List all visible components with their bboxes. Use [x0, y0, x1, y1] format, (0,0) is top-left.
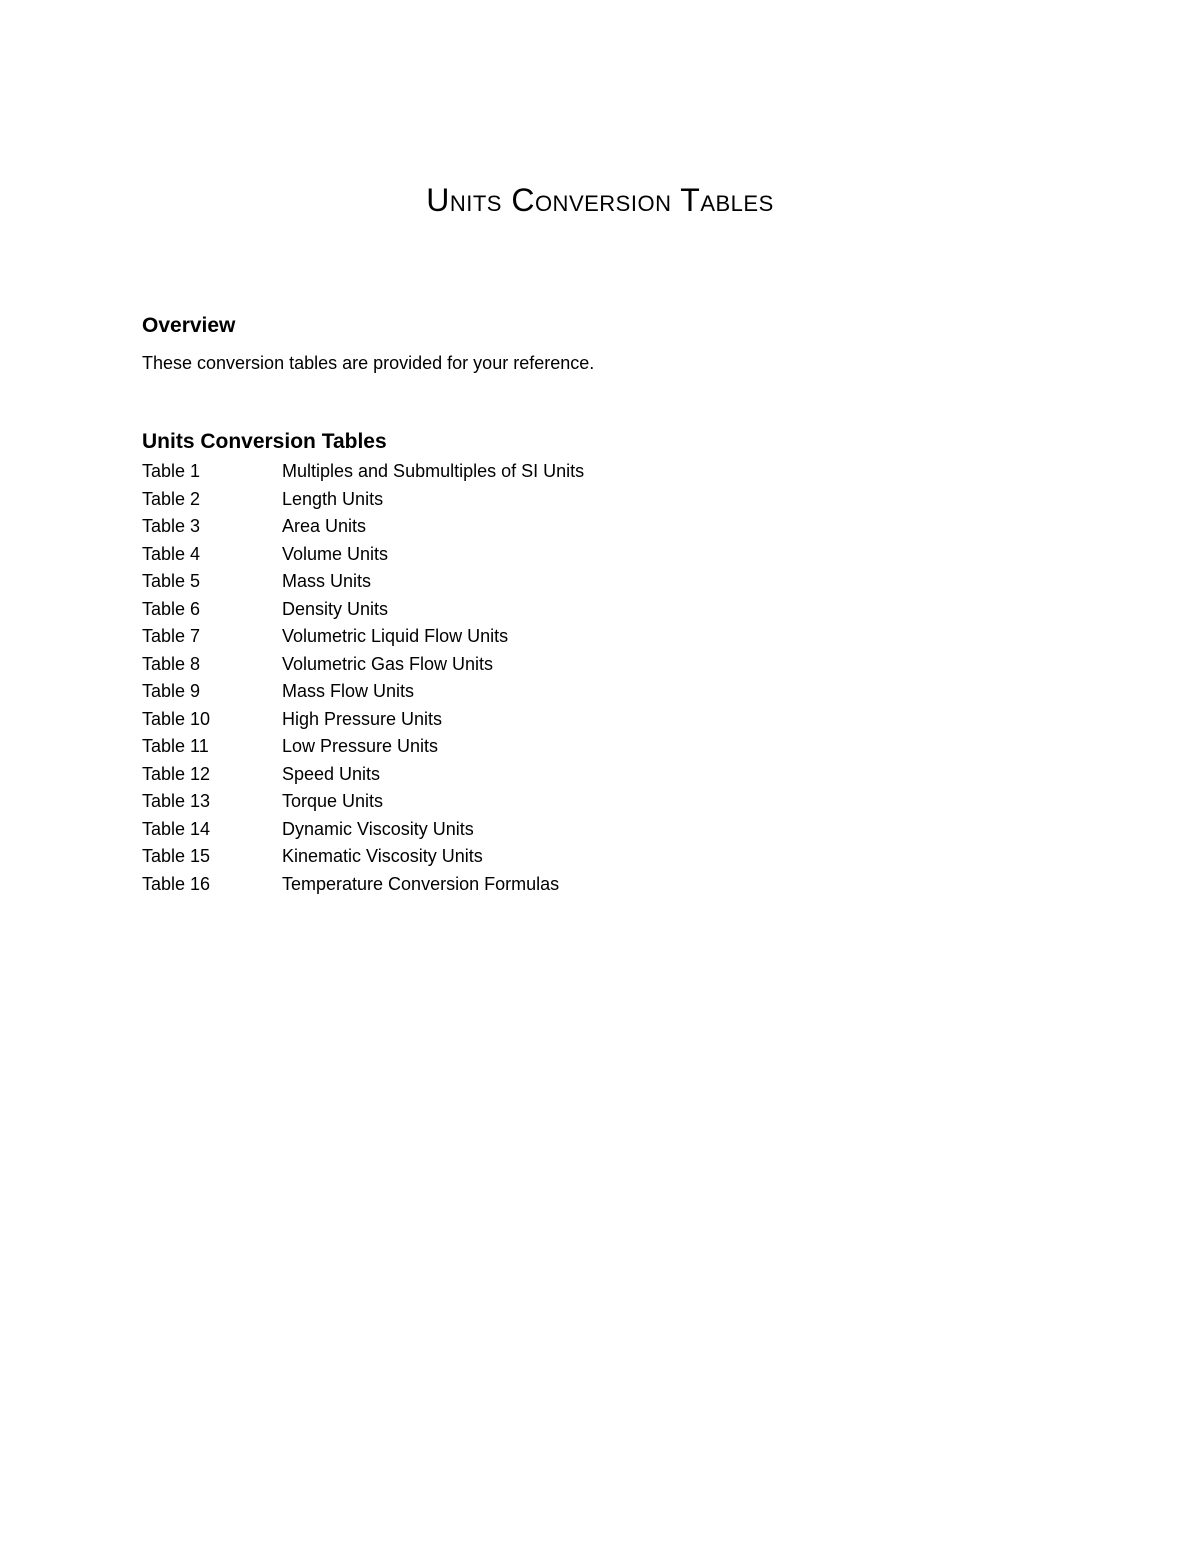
table-list-item	[142, 597, 584, 625]
table-title: Torque Units	[282, 791, 384, 811]
table-number: Table 15	[142, 846, 211, 866]
table-list-item	[142, 679, 584, 707]
table-list-item	[142, 459, 584, 487]
table-title: Area Units	[282, 516, 367, 536]
table-list-item	[142, 817, 584, 845]
table-list-item	[142, 652, 584, 680]
table-list-item	[142, 844, 584, 872]
table-number: Table 14	[142, 818, 211, 839]
table-number: Table 5	[142, 571, 201, 591]
table-number: Table 8	[142, 653, 201, 674]
table-title: Multiples and Submultiples of SI Units	[282, 461, 585, 481]
table-title: Low Pressure Units	[282, 736, 439, 756]
table-title: Speed Units	[282, 763, 381, 784]
table-number: Table 7	[142, 626, 201, 646]
table-number: Table 6	[142, 598, 201, 619]
tables-section-heading: Units Conversion Tables	[142, 430, 387, 453]
table-list-item	[142, 734, 584, 762]
table-title: Length Units	[282, 488, 384, 509]
table-title: High Pressure Units	[282, 708, 443, 729]
table-list-item	[142, 707, 584, 735]
table-title: Temperature Conversion Formulas	[282, 873, 560, 894]
table-list-item	[142, 514, 584, 542]
table-number: Table 4	[142, 543, 201, 564]
overview-text: These conversion tables are provided for your reference.	[142, 353, 595, 373]
table-list-item	[142, 569, 584, 597]
table-title: Volumetric Gas Flow Units	[282, 653, 494, 674]
table-list	[142, 459, 584, 899]
table-number: Table 9	[142, 681, 201, 701]
table-number: Table 16	[142, 873, 211, 894]
table-number: Table 1	[142, 461, 201, 481]
table-number: Table 13	[142, 791, 211, 811]
table-number: Table 12	[142, 763, 211, 784]
table-title: Volumetric Liquid Flow Units	[282, 626, 509, 646]
overview-heading: Overview	[142, 314, 236, 337]
table-title: Volume Units	[282, 543, 389, 564]
table-list-item	[142, 542, 584, 570]
table-number: Table 10	[142, 708, 211, 729]
table-list-item	[142, 872, 584, 900]
table-number: Table 3	[142, 516, 201, 536]
table-number: Table 2	[142, 488, 201, 509]
table-title: Mass Units	[282, 571, 372, 591]
table-list-item	[142, 762, 584, 790]
table-title: Dynamic Viscosity Units	[282, 818, 474, 839]
table-title: Density Units	[282, 598, 389, 619]
table-list-item	[142, 789, 584, 817]
table-title: Mass Flow Units	[282, 681, 415, 701]
table-number: Table 11	[142, 736, 209, 756]
document-title: Units Conversion Tables	[426, 182, 774, 218]
table-title: Kinematic Viscosity Units	[282, 846, 483, 866]
table-list-item	[142, 487, 584, 515]
table-list-item	[142, 624, 584, 652]
